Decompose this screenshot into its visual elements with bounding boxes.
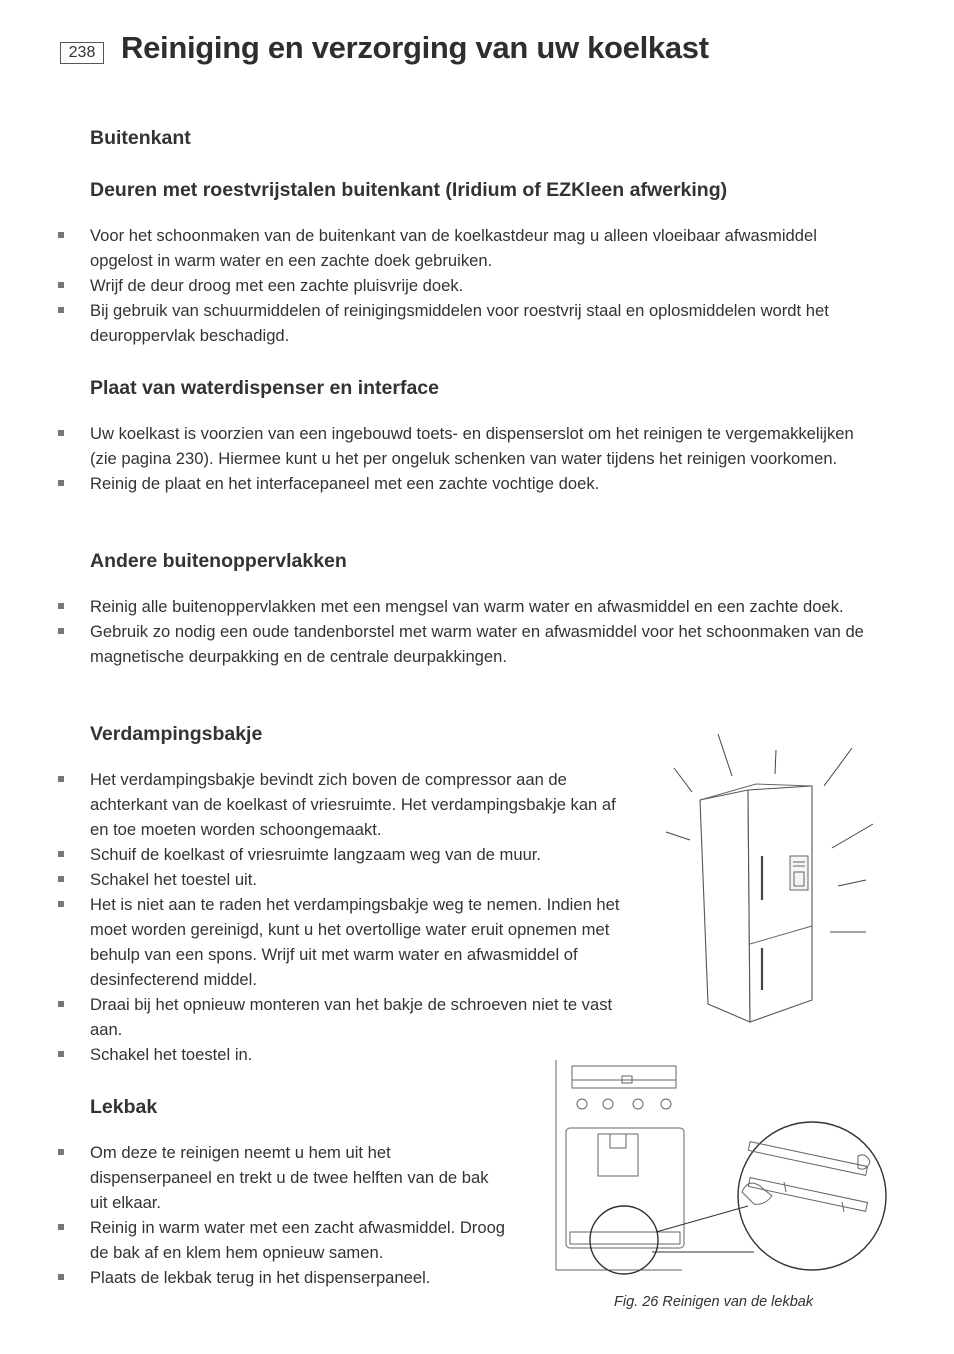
list-item: Reinig in warm water met een zacht afwasmiddel. Droog de bak af en klem hem opnieuw samen. — [0, 1215, 508, 1265]
subheading-stainless-doors: Deuren met roestvrijstalen buitenkant (Iridium of EZKleen afwerking) — [90, 179, 728, 201]
fridge-illustration — [660, 728, 880, 1028]
page-title: Reiniging en verzorging van uw koelkast — [121, 30, 709, 65]
section-heading-buitenoppervlakken: Andere buitenoppervlakken — [90, 550, 347, 572]
bullet-list-waterdispenser — [0, 421, 880, 496]
list-item: Wrijf de deur droog met een zachte pluisvrije doek. — [0, 273, 880, 298]
section-heading-verdampingsbakje: Verdampingsbakje — [90, 723, 263, 745]
list-item: Om deze te reinigen neemt u hem uit het dispenserpaneel en trekt u de twee helften van de bak uit elkaar. — [0, 1140, 508, 1215]
list-item: Schuif de koelkast of vriesruimte langzaam weg van de muur. — [0, 842, 635, 867]
list-item: Reinig de plaat en het interfacepaneel met een zachte vochtige doek. — [0, 471, 880, 496]
bullet-list-verdampingsbakje — [0, 767, 635, 1067]
list-item: Draai bij het opnieuw monteren van het bakje de schroeven niet te vast aan. — [0, 992, 635, 1042]
list-item: Plaats de lekbak terug in het dispenserpaneel. — [0, 1265, 508, 1290]
list-item: Het verdampingsbakje bevindt zich boven de compressor aan de achterkant van de koelkast of vriesruimte. Het verdampingsbakje kan af en toe moeten worden schoongemaakt. — [0, 767, 635, 842]
drip-tray-illustration — [552, 1056, 892, 1276]
section-heading-lekbak: Lekbak — [90, 1096, 158, 1118]
section-heading-buitenkant: Buitenkant — [90, 127, 191, 149]
section-heading-waterdispenser: Plaat van waterdispenser en interface — [90, 377, 439, 399]
list-item: Schakel het toestel in. — [0, 1042, 635, 1067]
figure-caption: Fig. 26 Reinigen van de lekbak — [614, 1294, 814, 1310]
list-item: Voor het schoonmaken van de buitenkant van de koelkastdeur mag u alleen vloeibaar afwasmiddel opgelost in warm water en een zachte doek gebruiken. — [0, 223, 880, 273]
list-item: Gebruik zo nodig een oude tandenborstel met warm water en afwasmiddel voor het schoonmaken van de magnetische deurpakking en de centrale deurpakkingen. — [0, 619, 880, 669]
page-number: 238 — [60, 42, 104, 64]
bullet-list-buitenkant — [0, 223, 880, 348]
list-item: Schakel het toestel uit. — [0, 867, 635, 892]
list-item: Het is niet aan te raden het verdampingsbakje weg te nemen. Indien het moet worden gereinigd, kunt u het overtollige water eruit opnemen met behulp van een spons. Wrijf uit met warm water en afwasmiddel of desinfecterend middel. — [0, 892, 635, 992]
list-item: Reinig alle buitenoppervlakken met een mengsel van warm water en afwasmiddel en een zachte doek. — [0, 594, 880, 619]
bullet-list-buitenoppervlakken — [0, 594, 880, 669]
bullet-list-lekbak — [0, 1140, 508, 1290]
list-item: Uw koelkast is voorzien van een ingebouwd toets- en dispenserslot om het reinigen te vergemakkelijken (zie pagina 230). Hiermee kunt u het per ongeluk schenken van water tijdens het reinigen voorkomen. — [0, 421, 880, 471]
list-item: Bij gebruik van schuurmiddelen of reinigingsmiddelen voor roestvrij staal en oplosmiddelen wordt het deuroppervlak beschadigd. — [0, 298, 880, 348]
